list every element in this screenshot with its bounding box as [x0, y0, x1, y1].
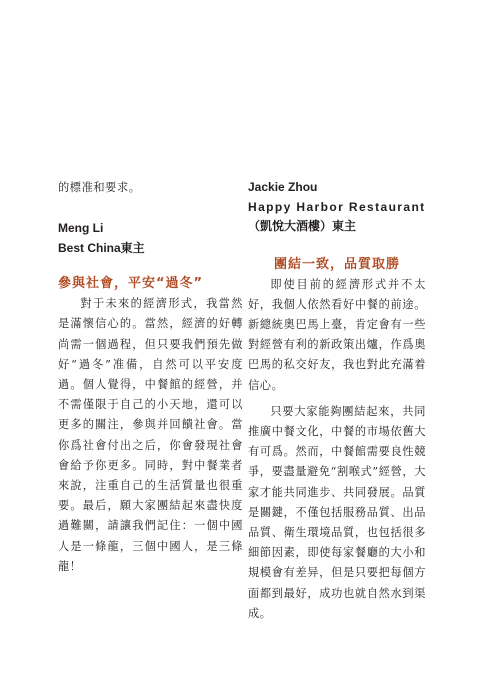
left-column [58, 178, 243, 577]
left-body-paragraph: 對于未來的經濟形式，我當然是滿懷信心的。當然，經濟的好轉尚需一個過程，但只要我們預先做好“過冬”准備，自然可以平安度過。個人覺得，中餐館的經營，并不需僅限于自己的小天地，還可以更多的關注，參與并回饋社會。當你爲社會付出之后，你會發現社會會給予你更多。同時，對中餐業者來說，注重自己的生活質量也很重要。最后，願大家團結起來盡快度過難關，請讓我們記住：一個中國人是一條龍，三個中國人，是三條龍！ [58, 297, 243, 573]
right-body-paragraph-2: 只要大家能夠團結起來，共同推廣中餐文化，中餐的市場依舊大有可爲。然而，中餐館需要良性競爭，要盡量避免“割喉式”經營，大家才能共同進步、共同發展。品質是關鍵，不僅包括服務品質、出品品質、衛生環境品質，也包括很多細節因素，即使每家餐廳的大小和規模會有差异，但是只要把每個方面都到最好，成功也就自然水到渠成。 [248, 404, 426, 620]
left-section-heading: 參與社會，平安“過冬” [58, 276, 204, 292]
right-section-heading: 團結一致，品質取勝 [273, 256, 400, 272]
left-intro-line: 的標准和要求。 [58, 181, 141, 194]
right-column [248, 178, 426, 624]
left-signature-title: Best China東主 [58, 240, 145, 255]
right-body-paragraph-1: 即使目前的經濟形式并不太好，我個人依然看好中餐的前途。新總統奧巴馬上臺，肯定會有一些對經營有利的新政策出爐，作爲奧巴馬的私交好友，我也對此充滿着信心。 [248, 277, 426, 392]
right-signature-title: （凱悅大酒樓）東主 [248, 219, 357, 233]
right-signature-restaurant: Happy Harbor Restaurant [248, 199, 426, 214]
right-signature-name: Jackie Zhou [248, 180, 318, 194]
left-signature-name: Meng Li [58, 221, 104, 236]
